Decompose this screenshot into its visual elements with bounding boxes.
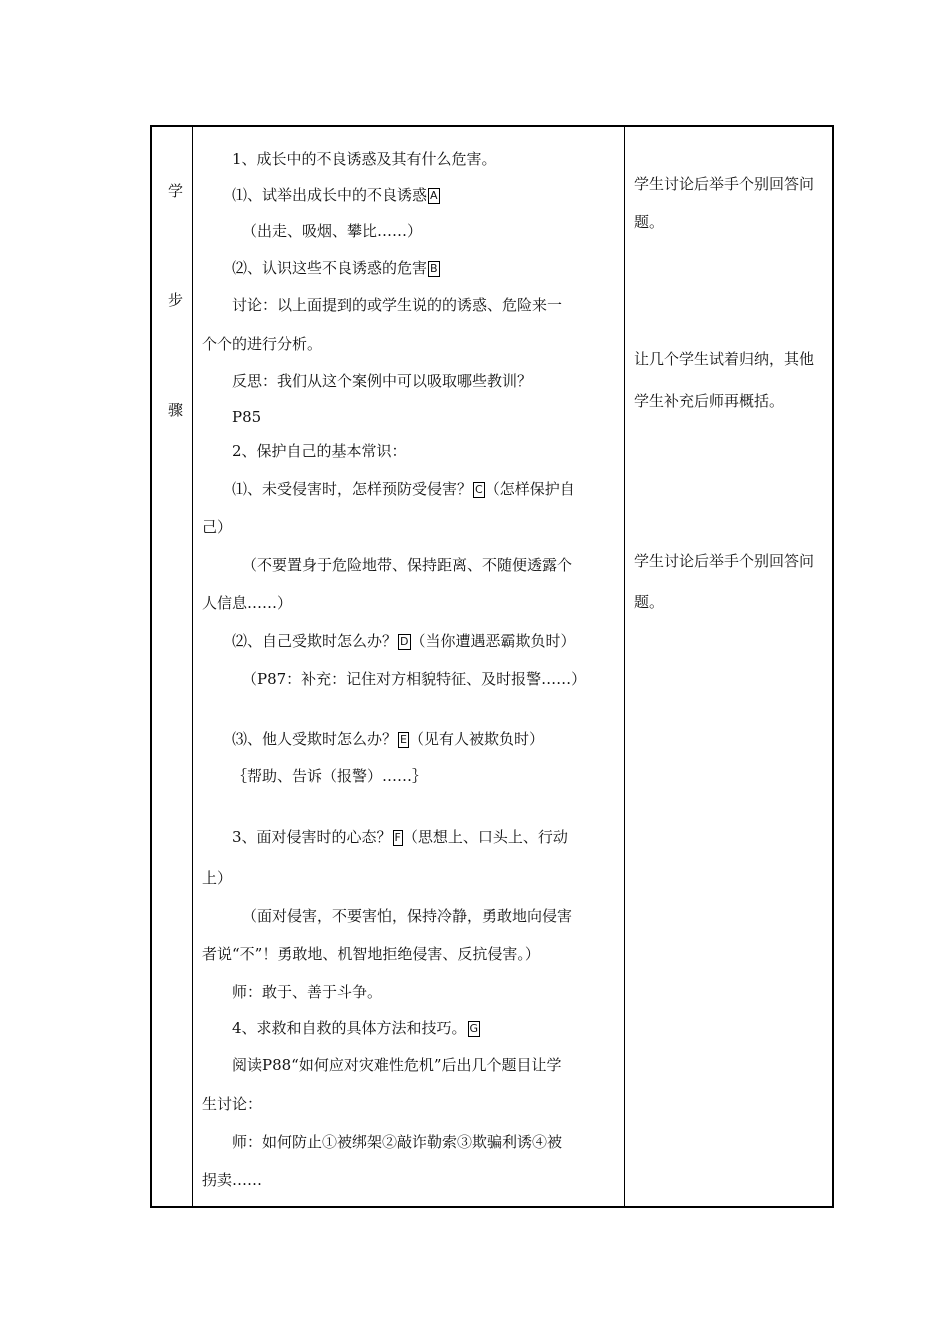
side-label-char: 步 [168,291,184,309]
content-line: ⑶、他人受欺时怎么办？ E （见有人被欺负时） [232,730,544,748]
marker-box: C [475,483,483,496]
content-line: 者说“不”！勇敢地、机智地拒绝侵害、反抗侵害。） [202,945,540,963]
content-line: 师：如何防止①被绑架②敲诈勒索③欺骗利诱④被 [232,1133,563,1151]
content-line: 拐卖…… [202,1171,263,1189]
content-line: 3、面对侵害时的心态？ F （思想上、口头上、行动 [232,828,568,846]
content-line: 阅读P88“如何应对灾难性危机”后出几个题目让学 [232,1056,562,1074]
content-line: ⑴、未受侵害时，怎样预防受侵害？ C （怎样保护自 [232,480,575,498]
column-divider-left [192,127,193,1206]
content-line: 己） [202,518,233,536]
marker-box: F [394,831,401,844]
teacher-note: 题。 [634,593,665,611]
marker-box: D [400,635,409,648]
marker-box: E [400,733,407,746]
content-line: （P87：补充：记住对方相貌特征、及时报警……） [242,670,587,688]
content-line: ｛帮助、告诉（报警）……｝ [232,767,428,785]
lesson-table [150,125,834,1208]
content-line: 上） [202,869,233,887]
teacher-note: 学生补充后师再概括。 [634,392,785,410]
teacher-note: 题。 [634,213,665,231]
content-line: 4、求救和自救的具体方法和技巧。 G [232,1019,479,1037]
teacher-note: 让几个学生试着归纳，其他 [634,350,815,368]
content-line: （面对侵害，不要害怕，保持冷静，勇敢地向侵害 [242,907,573,925]
marker-box: A [430,189,438,202]
side-label-char: 学 [168,182,184,200]
content-line: 生讨论： [202,1095,263,1113]
content-line: 讨论：以上面提到的或学生说的的诱惑、危险来一 [232,296,563,314]
content-line: 1、成长中的不良诱惑及其有什么危害。 [232,150,497,168]
side-label-char: 骤 [168,401,184,419]
teacher-note: 学生讨论后举手个别回答问 [634,175,815,193]
column-divider-right [624,127,625,1206]
content-line: ⑵、认识这些不良诱惑的危害 B [232,259,438,277]
content-line: 2、保护自己的基本常识： [232,442,407,460]
marker-box: G [469,1022,479,1035]
content-line: 人信息……） [202,594,293,612]
content-line: ⑵、自己受欺时怎么办？ D （当你遭遇恶霸欺负时） [232,632,576,650]
teacher-note: 学生讨论后举手个别回答问 [634,552,815,570]
marker-box: B [430,262,438,275]
content-line: 反思：我们从这个案例中可以吸取哪些教训？ [232,372,533,390]
content-line: 个个的进行分析。 [202,335,323,353]
content-line: （不要置身于危险地带、保持距离、不随便透露个 [242,556,573,574]
content-line: ⑴、试举出成长中的不良诱惑 A [232,186,438,204]
content-line: 师：敢于、善于斗争。 [232,983,383,1001]
content-line: （出走、吸烟、攀比……） [242,222,423,240]
content-line: P85 [232,408,262,426]
